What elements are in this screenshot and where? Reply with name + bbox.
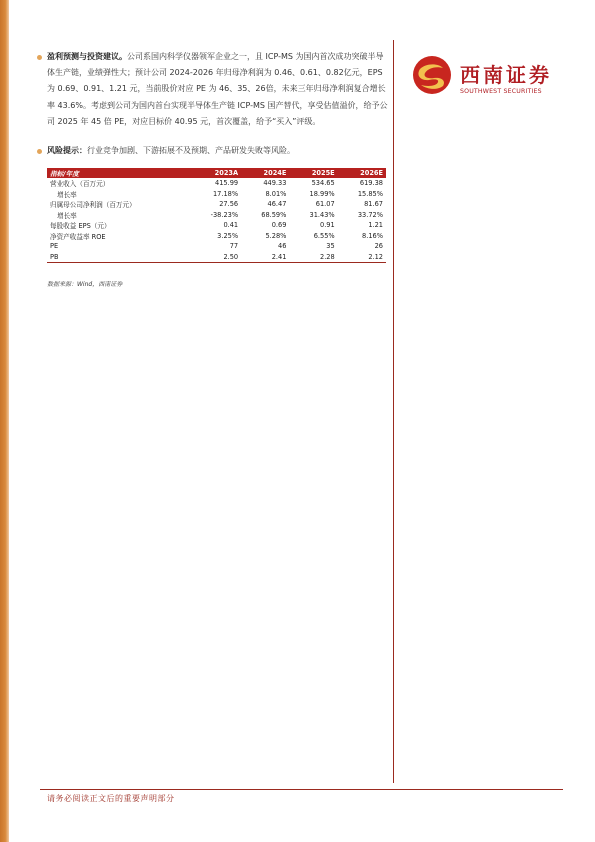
table-row: [47, 210, 386, 221]
row-label: 增长率: [57, 190, 77, 199]
column-divider: [393, 40, 394, 783]
table-header-cell: 2025E: [289, 168, 337, 178]
table-cell: 0.91: [320, 221, 335, 230]
table-row: [47, 189, 386, 200]
row-label: 增长率: [57, 211, 77, 220]
table-cell: 0.41: [223, 221, 239, 230]
logo-english-name: SOUTHWEST SECURITIES: [460, 88, 542, 95]
table-cell: 8.16%: [362, 231, 383, 240]
table-cell: 1.21: [368, 221, 383, 230]
financial-forecast-table: [47, 168, 386, 263]
table-cell: 35: [326, 242, 335, 251]
table-row: [47, 231, 386, 242]
data-source-note: 数据来源：Wind，西南证券: [47, 281, 123, 288]
table-cell: 415.99: [215, 179, 239, 188]
table-cell: -38.23%: [210, 210, 239, 219]
table-cell: 2.41: [241, 252, 289, 263]
row-label: PE: [50, 242, 59, 251]
risk-warning-paragraph: [47, 143, 389, 159]
table-cell: 68.59%: [261, 210, 287, 219]
bullet-dot-icon: [37, 55, 42, 60]
row-label: PB: [47, 252, 189, 263]
logo-chinese-name: 西南证券: [460, 63, 552, 87]
table-cell: 81.67: [364, 200, 383, 209]
footer-disclaimer: 请务必阅读正文后的重要声明部分: [47, 794, 175, 803]
table-header-cell: 2024E: [241, 168, 289, 178]
row-label: 净资产收益率 ROE: [50, 232, 106, 241]
table-header-cell: 指标/年度: [47, 168, 189, 178]
table-header-cell: 2023A: [189, 168, 241, 178]
table-cell: 15.85%: [357, 189, 383, 198]
table-cell: 449.33: [263, 179, 287, 188]
table-cell: 27.56: [219, 200, 239, 209]
table-header-cell: 2026E: [338, 168, 386, 178]
table-cell: 17.18%: [212, 189, 239, 198]
table-cell: 77: [229, 242, 239, 251]
footer-divider: [40, 789, 563, 790]
table-cell: 26: [374, 242, 383, 251]
row-label: 归属母公司净利润（百万元）: [50, 201, 136, 210]
table-cell: 31.43%: [309, 210, 335, 219]
bullet-dot-icon: [37, 149, 42, 154]
table-cell: 534.65: [311, 179, 335, 188]
row-label: 营业收入（百万元）: [50, 180, 110, 189]
table-cell: 46.47: [267, 200, 287, 209]
table-cell: 8.01%: [265, 189, 287, 198]
table-cell: 0.69: [271, 221, 287, 230]
table-cell: 3.25%: [217, 231, 239, 240]
table-row: [47, 199, 386, 210]
table-cell: 33.72%: [357, 210, 383, 219]
table-cell: 619.38: [359, 179, 383, 188]
table-cell: 2.50: [189, 252, 241, 263]
table-cell: 18.99%: [309, 189, 335, 198]
table-cell: 61.07: [315, 200, 335, 209]
table-cell: 6.55%: [313, 231, 335, 240]
table-header-row: [47, 168, 386, 178]
paragraph-lead: 风险提示：: [47, 146, 87, 155]
paragraph-text: 公司系国内科学仪器领军企业之一，且 ICP-MS 为国内首次成功突破半导体生产链，业绩弹性大；预计公司 2024-2026 年归母净利润为 0.46、0.61、0.82亿元，EPS 为 0.69、0.91、1.21 元，当前股价对应 PE 为 46、35、26倍，未来三年归母净利润复合增长率 43.6%。考虑到公司为国内首台实现半导体生产链 ICP-MS 国产替代，享受估值溢价，给予公司 2025 年 45 倍 PE，对应目标价 40.95 元，首次覆盖，给予“买入”评级。: [47, 52, 388, 126]
paragraph-text: 行业竞争加剧、下游拓展不及预期、产品研发失败等风险。: [87, 146, 295, 155]
row-label: 每股收益 EPS（元）: [50, 222, 111, 231]
table-cell: 46: [278, 242, 287, 251]
company-logo: [412, 55, 562, 101]
table-row: [47, 241, 386, 252]
table-cell: 2.28: [289, 252, 337, 263]
table-row: [47, 252, 386, 263]
table-cell: 2.12: [338, 252, 386, 263]
paragraph-lead: 盈利预测与投资建议。: [47, 52, 127, 61]
investment-advice-paragraph: [47, 49, 389, 130]
southwest-securities-logo-icon: [412, 55, 452, 95]
table-cell: 5.28%: [265, 231, 287, 240]
table-row: [47, 220, 386, 231]
left-decorative-bar: [0, 0, 9, 842]
table-row: [47, 178, 386, 189]
